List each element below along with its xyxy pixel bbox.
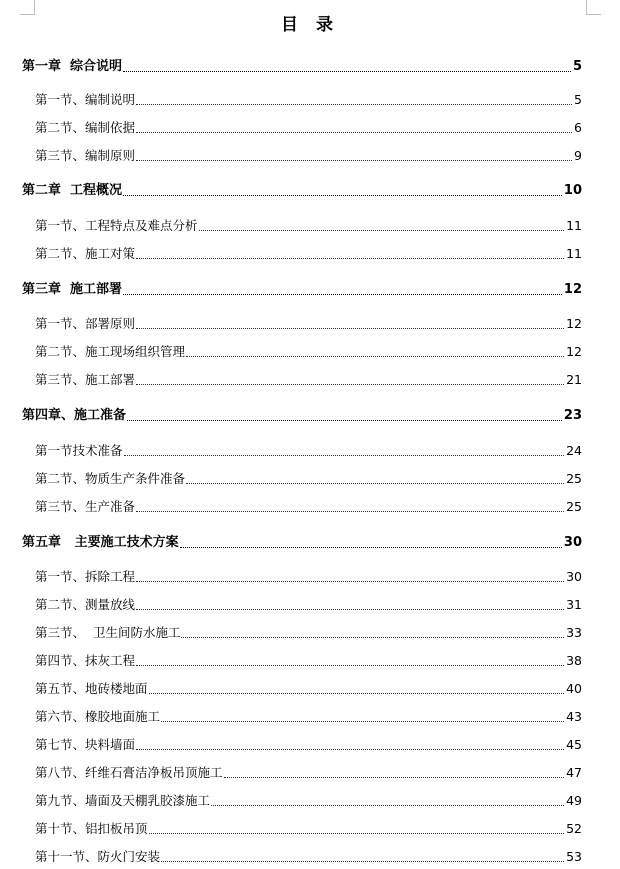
toc-dot-leader [136,258,564,259]
toc-section-entry[interactable] [35,216,582,236]
toc-entry-label: 第二节、施工对策 [35,246,136,261]
toc-chapter-entry[interactable] [22,406,582,426]
toc-page-number: 33 [566,625,582,640]
toc-section-entry[interactable] [35,819,582,839]
toc-section-entry[interactable] [35,595,582,615]
toc-dot-leader [224,777,565,778]
toc-dot-leader [136,581,564,582]
toc-entry-label: 第一节、拆除工程 [35,569,136,584]
toc-section-entry[interactable] [35,146,582,166]
toc-entry-label: 第三章 施工部署 [22,282,123,297]
toc-entry-label: 第一节、工程特点及难点分析 [35,218,198,233]
toc-entry-label: 第一节技术准备 [35,443,123,458]
toc-dot-leader [124,455,565,456]
toc-chapter-entry[interactable] [22,57,582,77]
toc-page-number: 47 [566,765,582,780]
toc-page-number: 43 [566,709,582,724]
toc-dot-leader [186,483,564,484]
toc-page-number: 31 [566,597,582,612]
toc-entry-label: 第五节、地砖楼地面 [35,681,148,696]
toc-chapter-entry[interactable] [22,280,582,300]
toc-page-number: 12 [566,344,582,359]
toc-section-entry[interactable] [35,244,582,264]
toc-section-entry[interactable] [35,679,582,699]
toc-page-number: 10 [563,183,582,198]
toc-dot-leader [211,805,564,806]
toc-section-entry[interactable] [35,469,582,489]
toc-dot-leader [186,356,564,357]
toc-dot-leader [127,420,562,421]
toc-entry-label: 第二章 工程概况 [22,183,123,198]
toc-page-number: 30 [563,535,582,550]
toc-entry-label: 第二节、施工现场组织管理 [35,344,186,359]
toc-entry-label: 第十一节、防火门安装 [35,849,161,864]
toc-page-number: 25 [566,471,582,486]
toc-page-number: 12 [566,316,582,331]
toc-section-entry[interactable] [35,567,582,587]
toc-page-number: 12 [563,282,582,297]
toc-section-entry[interactable] [35,707,582,727]
toc-dot-leader [161,861,564,862]
page-corner-mark-right [586,0,601,15]
toc-dot-leader [161,721,564,722]
toc-page-number: 53 [566,849,582,864]
toc-dot-leader [136,132,572,133]
toc-section-entry[interactable] [35,342,582,362]
toc-entry-label: 第三节、施工部署 [35,372,136,387]
toc-entry-label: 第五章 主要施工技术方案 [22,535,179,550]
toc-page-number: 5 [574,92,582,107]
toc-page-number: 9 [574,148,582,163]
toc-entry-label: 第二节、测量放线 [35,597,136,612]
toc-entry-label: 第一章 综合说明 [22,59,123,74]
toc-page-number: 21 [566,372,582,387]
toc-dot-leader [136,384,564,385]
toc-section-entry[interactable] [35,623,582,643]
toc-section-entry[interactable] [35,370,582,390]
toc-section-entry[interactable] [35,735,582,755]
toc-dot-leader [149,693,565,694]
toc-dot-leader [199,230,565,231]
toc-dot-leader [181,637,564,638]
toc-page-number: 30 [566,569,582,584]
toc-section-entry[interactable] [35,314,582,334]
toc-dot-leader [123,195,562,196]
toc-dot-leader [136,749,564,750]
toc-title: 目 录 [281,15,339,35]
toc-entry-label: 第一节、编制说明 [35,92,136,107]
toc-entry-label: 第九节、墙面及天棚乳胶漆施工 [35,793,211,808]
toc-page-number: 45 [566,737,582,752]
toc-entry-label: 第八节、纤维石膏洁净板吊顶施工 [35,765,223,780]
toc-page-number: 11 [566,246,582,261]
toc-section-entry[interactable] [35,847,582,867]
toc-page-number: 38 [566,653,582,668]
toc-entry-label: 第三节、 卫生间防水施工 [35,625,181,640]
toc-page-number: 25 [566,499,582,514]
toc-section-entry[interactable] [35,90,582,110]
toc-section-entry[interactable] [35,441,582,461]
toc-entry-label: 第四节、抹灰工程 [35,653,136,668]
toc-dot-leader [136,511,564,512]
toc-entry-label: 第三节、编制原则 [35,148,136,163]
toc-dot-leader [136,104,572,105]
toc-dot-leader [136,328,564,329]
toc-dot-leader [136,609,564,610]
toc-dot-leader [123,71,571,72]
toc-section-entry[interactable] [35,651,582,671]
toc-entry-label: 第一节、部署原则 [35,316,136,331]
toc-section-entry[interactable] [35,497,582,517]
page-corner-mark-left [20,0,35,15]
toc-section-entry[interactable] [35,118,582,138]
toc-entry-label: 第二节、编制依据 [35,120,136,135]
toc-entry-label: 第二节、物质生产条件准备 [35,471,186,486]
toc-chapter-entry[interactable] [22,181,582,201]
toc-dot-leader [136,160,572,161]
toc-page-number: 52 [566,821,582,836]
toc-page-number: 6 [574,120,582,135]
toc-dot-leader [149,833,565,834]
toc-page-number: 11 [566,218,582,233]
toc-entry-label: 第七节、块料墙面 [35,737,136,752]
toc-dot-leader [180,547,562,548]
toc-page-number: 23 [563,408,582,423]
toc-section-entry[interactable] [35,791,582,811]
toc-dot-leader [136,665,564,666]
toc-entry-label: 第三节、生产准备 [35,499,136,514]
toc-section-entry[interactable] [35,763,582,783]
toc-entry-label: 第十节、铝扣板吊顶 [35,821,148,836]
toc-entry-label: 第四章、施工准备 [22,408,127,423]
toc-entry-label: 第六节、橡胶地面施工 [35,709,161,724]
toc-page-number: 40 [566,681,582,696]
toc-dot-leader [123,294,562,295]
toc-page-number: 49 [566,793,582,808]
toc-page-number: 24 [566,443,582,458]
toc-page-number: 5 [572,59,582,74]
toc-chapter-entry[interactable] [22,533,582,553]
